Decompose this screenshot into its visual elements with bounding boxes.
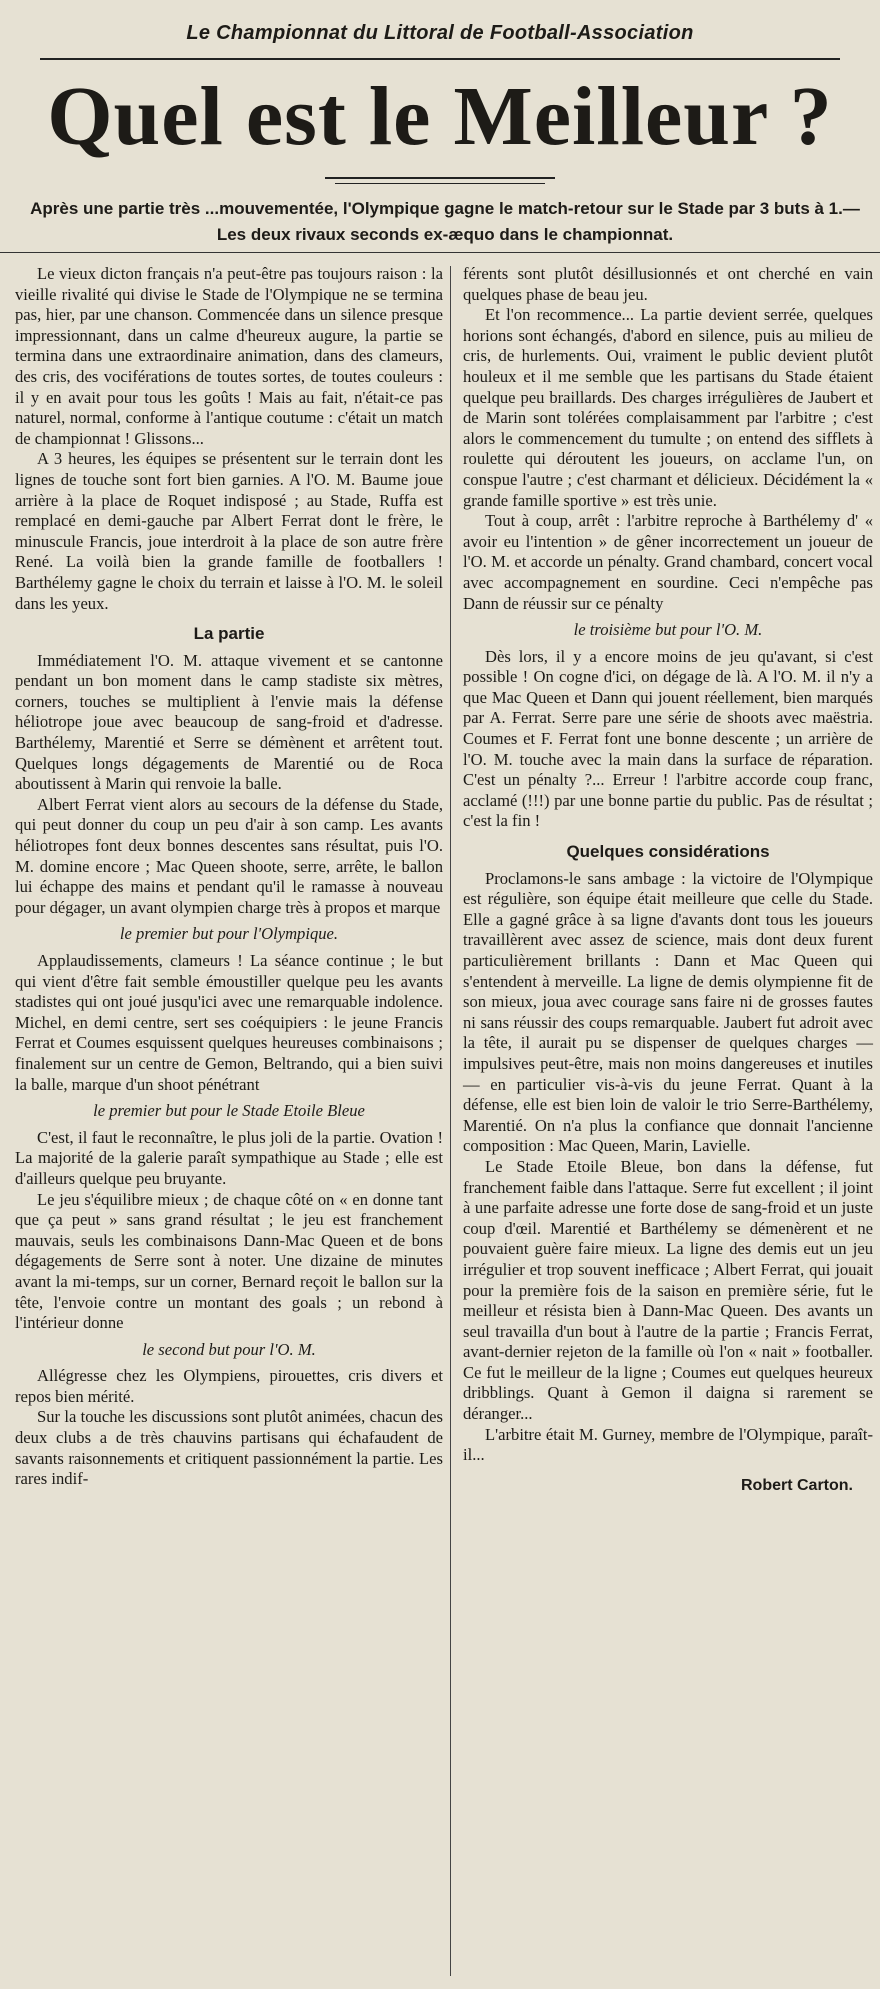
kicker: Le Championnat du Littoral de Football-Association: [186, 22, 694, 44]
paragraph: Dès lors, il y a encore moins de jeu qu'avant, si c'est possible ! On cogne d'ici, on dégage de là. A l'O. M. il n'y a que Mac Queen et Dann qui jouent réellement, bien marqués par A. Ferrat. Serre pare une série de shoots avec maëstria. Coumes et F. Ferrat font une bonne descente ; un arrière de l'O. M. touche avec la main dans la surface de réparation. C'est un pénalty ?... Erreur ! l'arbitre accorde coup franc, acclamé (!!!) par une bonne partie du public. Pas de résultat ; c'est la fin !: [463, 646, 873, 831]
paragraph: L'arbitre était M. Gurney, membre de l'Olympique, paraît-il...: [463, 1424, 873, 1465]
paragraph: Le vieux dicton français n'a peut-être pas toujours raison : la vieille rivalité qui divise le Stade de l'Olympique ne se termina pas, hier, par une chanson. Commencée dans un silence presque impressionnant, dans un calme d'heureux augure, la partie se termina dans une extraordinaire animation, dans des clameurs, des cris, des vociférations de toutes sortes, de toutes couleurs : il y en avait pour tous les goûts ! Mais au fait, n'était-ce pas naturel, normal, conforme à l'antique coutume : c'était un match de championnat ! Glissons...: [15, 264, 443, 448]
goal-line: le troisième but pour l'O. M.: [573, 620, 763, 640]
headline: Quel est le Meilleur ?: [47, 70, 833, 163]
left-column: [15, 264, 443, 1490]
deck: Après une partie très ...mouvementée, l'Olympique gagne le match-retour sur le Stade par 3 buts à 1.— Les deux rivaux seconds ex-æquo dans le championnat.: [30, 199, 860, 244]
section-heading: La partie: [193, 624, 265, 644]
paragraph: Albert Ferrat vient alors au secours de la défense du Stade, qui peut donner du coup un peu d'air à son camp. Les avants héliotropes font deux bonnes descentes sans résultat, puis l'O. M. domine encore ; Mac Queen shoote, serre, arrête, le ballon lui échappe des mains et pendant qu'il le ramasse à nouveau pour dégager, un avant olympien charge très à propos et marque: [15, 794, 443, 917]
deck-rule: [0, 252, 880, 253]
signature: Robert Carton.: [741, 1476, 853, 1494]
paragraph: Sur la touche les discussions sont plutôt animées, chacun des deux clubs a de très chauvins partisans qui échafaudent de savants raisonnements et critiquent passionnément la partie. Les rares indif-: [15, 1407, 443, 1489]
section-heading: Quelques considérations: [566, 842, 770, 862]
headline-rule-thin: [335, 183, 545, 184]
paragraph: Tout à coup, arrêt : l'arbitre reproche à Barthélemy d' « avoir eu l'intention » de gêner incorrectement un joueur de l'O. M. et accorde un pénalty. Grand chambard, concert vocal avec accompagnement en sourdine. Ceci n'empêche pas Dann de réussir sur ce pénalty: [463, 511, 873, 613]
paragraph: Et l'on recommence... La partie devient serrée, quelques horions sont échangés, d'abord en silence, puis au milieu de cris, de hurlements. Oui, vraiment le public devient plutôt houleux et il me semble que les partisans du Stade étaient quelque peu braillards. Des charges irrégulières de Jaubert et de Marin sont tolérées complaisamment par l'arbitre ; c'est alors le commencement du tumulte ; on entend des sifflets à roulette qui déroutent les joueurs, on acclame l'un, on conspue l'autre ; c'est charmant et délicieux. Décidément la « grande famille sportive » est très unie.: [463, 305, 873, 510]
headline-rule: [325, 177, 555, 179]
paragraph: Allégresse chez les Olympiens, pirouettes, cris divers et repos bien mérité.: [15, 1366, 443, 1406]
paragraph: Applaudissements, clameurs ! La séance continue ; le but qui vient d'être fait semble émoustiller quelque peu les avants stadistes qui ont joué jusqu'ici avec une remarquable indolence. Michel, en demi centre, sert ses coéquipiers : le jeune Francis Ferrat et Coumes esquissent quelques heureuses combinaisons ; finalement sur un centre de Gemon, Beltrando, qui a bien suivi la balle, marque d'un shoot pénétrant: [15, 951, 443, 1094]
paragraph: Proclamons-le sans ambage : la victoire de l'Olympique est régulière, son équipe était meilleure que celle du Stade. Elle a gagné grâce à sa ligne d'avants dont tous les joueurs travaillèrent avec assez de science, mais dont deux furent particulièrement brillants : Dann et Mac Queen qui s'entendent à merveille. La ligne de demis olympienne fit de son mieux, joua avec courage sans faire ni de grosses fautes ni sans réussir des coups remarquable. Jaubert fut adroit avec la tête, il aurait pu se dispenser de quelques charges — impulsives peut-être, mais non moins dangereuses et inutiles — en particulier vis-à-vis du jeune Ferrat. Quant à la défense, elle est bien loin de valoir le trio Serre-Barthélemy, Marentié. On n'a plus la confiance que donnait l'ancienne composition : Mac Queen, Marin, Lavielle.: [463, 868, 873, 1156]
goal-line: le second but pour l'O. M.: [142, 1339, 316, 1359]
paragraph: Le Stade Etoile Bleue, bon dans la défense, fut franchement faible dans l'attaque. Serre fut excellent ; il joint à une parfaite adresse une forte dose de sang-froid et un juste coup d'œil. Marentié et Barthélemy se démenèrent et ne pouvaient guère faire mieux. La ligne des demis eut un jeu irrégulier et trop souvent inefficace ; Albert Ferrat, qui jouait pour la première fois de la saison en première série, fut le meilleur et résista bien à Dann-Mac Queen. Des avants un seul travailla d'un bout à l'autre de la partie ; Francis Ferrat, avant-dernier rejeton de la famille où l'on « nait » footballer. Ce fut le meilleur de la ligne ; Coumes eut quelques heureux dribblings. Quant à Gemon il daigna si rarement se déranger...: [463, 1156, 873, 1424]
paragraph: A 3 heures, les équipes se présentent sur le terrain dont les lignes de touche sont fort bien garnies. A l'O. M. Baume joue arrière à la place de Roquet indisposé ; au Stade, Ruffa est remplacé en demi-gauche par Albert Ferrat dont le frère, le minuscule Francis, joue interdroit à la place de son autre frère René. La voilà bien la grande famille de footballers ! Barthélemy gagne le choix du terrain et laisse à l'O. M. le soleil dans les yeux.: [15, 449, 443, 613]
right-column: [463, 264, 873, 1496]
paragraph: C'est, il faut le reconnaître, le plus joli de la partie. Ovation ! La majorité de la galerie paraît sympathique au Stade ; elle est d'ailleurs quelque peu bruyante.: [15, 1127, 443, 1188]
goal-line: le premier but pour le Stade Etoile Bleue: [93, 1101, 365, 1121]
kicker-rule: [40, 58, 840, 60]
paragraph: férents sont plutôt désillusionnés et ont cherché en vain quelques phase de beau jeu.: [463, 264, 873, 304]
goal-line: le premier but pour l'Olympique.: [119, 924, 339, 944]
paragraph: Le jeu s'équilibre mieux ; de chaque côté on « en donne tant que ça peut » sans grand résultat ; le jeu est franchement mauvais, seuls les combinaisons Dann-Mac Queen et de bons dégagements de Serre sont à noter. Une dizaine de minutes avant la mi-temps, sur un corner, Bernard reçoit le ballon sur la tête, l'envoie contre un montant des goals ; un rebond à l'intérieur donne: [15, 1189, 443, 1333]
column-divider: [450, 266, 451, 1976]
paragraph: Immédiatement l'O. M. attaque vivement et se cantonne pendant un bon moment dans le camp stadiste six mètres, corners, touches se multiplient à l'envie mais la défense héliotrope joue avec beaucoup de sang-froid et d'adresse. Barthélemy, Marentié et Serre se démènent et arrêtent tout. Quelques longs dégagements de Marentié ou de Roca aboutissent à Marin qui renvoie la balle.: [15, 650, 443, 794]
